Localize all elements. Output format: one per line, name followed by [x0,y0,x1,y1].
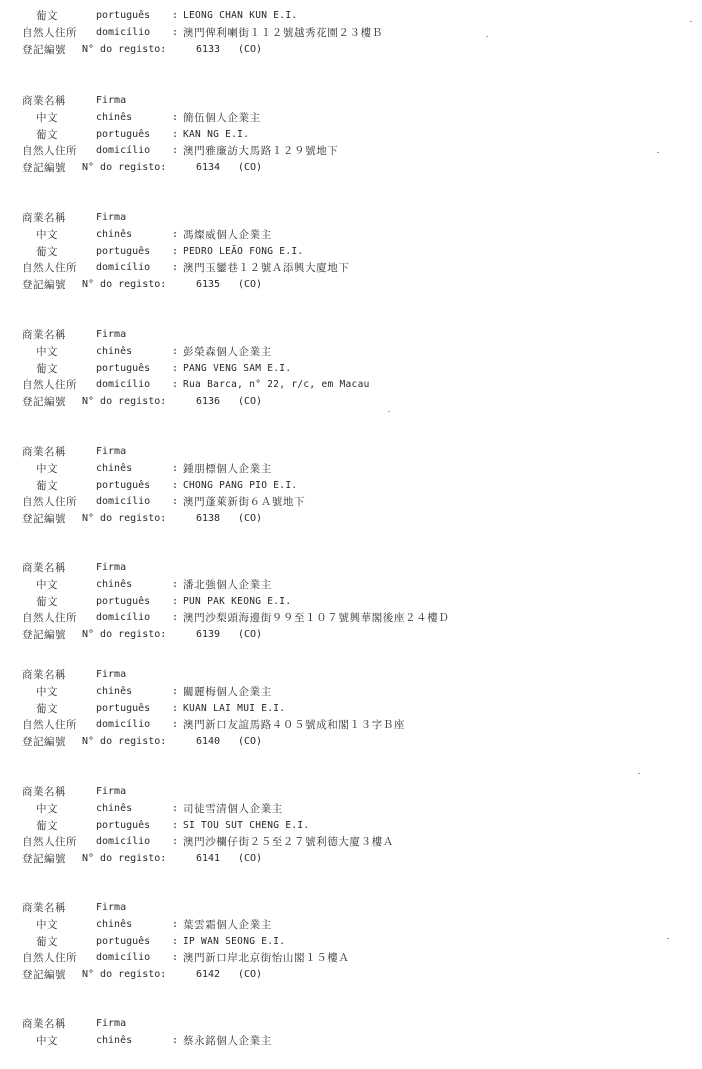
scan-speck [657,152,659,153]
firm-label-zh: 商業名稱 [22,562,66,574]
registration-label-zh: 登記編號 [22,162,66,174]
colon: : [172,27,179,38]
firm-label-zh: 商業名稱 [22,669,66,681]
colon: : [172,596,179,607]
firm-label-zh: 商業名稱 [22,329,66,341]
registration-label-pt: N° do registo: [82,629,167,640]
portuguese-name-value: CHONG PANG PIO E.I. [183,480,298,491]
domicile-label-zh: 自然人住所 [22,496,77,508]
portuguese-label-zh: 葡文 [36,129,58,141]
portuguese-label-zh: 葡文 [36,936,58,948]
domicile-label-zh: 自然人住所 [22,379,77,391]
domicile-value: 澳門蓬萊新街６Ａ號地下 [183,496,306,508]
domicile-value: 澳門沙梨頭海邊街９９至１０７號興華閣後座２４樓Ｄ [183,612,450,624]
portuguese-label-zh: 葡文 [36,363,58,375]
registration-number: 6135 [196,279,221,290]
chinese-label-zh: 中文 [36,463,58,475]
registration-label-zh: 登記編號 [22,513,66,525]
colon: : [172,952,179,963]
domicile-label-pt: domicílio [96,262,151,273]
domicile-label-zh: 自然人住所 [22,952,77,964]
colon: : [172,1035,179,1046]
colon: : [172,686,179,697]
chinese-label-pt: chinês [96,803,133,814]
portuguese-label-pt: português [96,246,151,257]
chinese-name-value: 司徒雪清個人企業主 [183,803,283,815]
colon: : [172,936,179,947]
firm-label-zh: 商業名稱 [22,902,66,914]
portuguese-name-value: PUN PAK KEONG E.I. [183,596,292,607]
portuguese-label-zh: 葡文 [36,703,58,715]
registration-label-zh: 登記編號 [22,44,66,56]
colon: : [172,112,179,123]
scan-speck [388,411,390,412]
domicile-value: 澳門沙欄仔街２５至２７號利德大廈３樓Ａ [183,836,394,848]
chinese-label-pt: chinês [96,1035,133,1046]
firm-label-pt: Firma [96,786,127,797]
domicile-label-zh: 自然人住所 [22,27,77,39]
portuguese-label-pt: português [96,936,151,947]
scan-speck [486,36,488,37]
chinese-name-value: 簡伍個人企業主 [183,112,261,124]
firm-label-pt: Firma [96,562,127,573]
registration-code: (CO) [238,629,263,640]
portuguese-name-value: KUAN LAI MUI E.I. [183,703,286,714]
chinese-name-value: 葉雲霜個人企業主 [183,919,272,931]
chinese-label-zh: 中文 [36,229,58,241]
chinese-label-pt: chinês [96,229,133,240]
registration-label-zh: 登記編號 [22,279,66,291]
colon: : [172,145,179,156]
portuguese-label-zh: 葡文 [36,820,58,832]
domicile-label-pt: domicílio [96,612,151,623]
domicile-label-pt: domicílio [96,719,151,730]
domicile-label-pt: domicílio [96,952,151,963]
portuguese-label-pt: português [96,820,151,831]
firm-label-zh: 商業名稱 [22,1018,66,1030]
registration-label-pt: N° do registo: [82,44,167,55]
registration-code: (CO) [238,513,263,524]
registration-code: (CO) [238,279,263,290]
domicile-value: 澳門俾利喇街１１２號越秀花園２３樓Ｂ [183,27,383,39]
chinese-label-zh: 中文 [36,919,58,931]
domicile-label-zh: 自然人住所 [22,836,77,848]
chinese-label-pt: chinês [96,919,133,930]
colon: : [172,820,179,831]
colon: : [172,719,179,730]
colon: : [172,919,179,930]
domicile-label-pt: domicílio [96,145,151,156]
chinese-name-value: 潘北強個人企業主 [183,579,272,591]
domicile-value: 澳門新口岸北京街怡山閣１５樓Ａ [183,952,350,964]
registration-code: (CO) [238,162,263,173]
chinese-label-zh: 中文 [36,686,58,698]
registration-label-pt: N° do registo: [82,736,167,747]
portuguese-name-value: PEDRO LEÃO FONG E.I. [183,246,304,257]
domicile-label-pt: domicílio [96,27,151,38]
registration-code: (CO) [238,736,263,747]
portuguese-name-value: PANG VENG SAM E.I. [183,363,292,374]
registration-label-pt: N° do registo: [82,396,167,407]
firm-label-pt: Firma [96,902,127,913]
firm-label-pt: Firma [96,669,127,680]
domicile-value: 澳門新口友誼馬路４０５號成和閣１３字Ｂ座 [183,719,405,731]
domicile-value: Rua Barca, n° 22, r/c, em Macau [183,379,370,390]
colon: : [172,480,179,491]
firm-label-zh: 商業名稱 [22,786,66,798]
portuguese-name-value: SI TOU SUT CHENG E.I. [183,820,310,831]
firm-label-zh: 商業名稱 [22,446,66,458]
chinese-name-value: 鍾朋標個人企業主 [183,463,272,475]
colon: : [172,229,179,240]
scan-speck [667,938,669,939]
portuguese-label-pt: português [96,129,151,140]
registration-label-zh: 登記編號 [22,396,66,408]
colon: : [172,346,179,357]
registration-label-pt: N° do registo: [82,279,167,290]
portuguese-label-pt: português [96,10,151,21]
chinese-label-pt: chinês [96,346,133,357]
colon: : [172,129,179,140]
colon: : [172,246,179,257]
scan-speck [690,21,692,22]
registration-label-zh: 登記編號 [22,853,66,865]
chinese-label-zh: 中文 [36,803,58,815]
domicile-value: 澳門玉鑾巷１２號Ａ添興大廈地下 [183,262,350,274]
registration-number: 6139 [196,629,221,640]
chinese-name-value: 彭榮森個人企業主 [183,346,272,358]
domicile-label-zh: 自然人住所 [22,719,77,731]
colon: : [172,803,179,814]
scan-speck [638,773,640,774]
firm-label-pt: Firma [96,212,127,223]
registration-label-pt: N° do registo: [82,513,167,524]
chinese-label-zh: 中文 [36,346,58,358]
domicile-label-zh: 自然人住所 [22,612,77,624]
chinese-label-pt: chinês [96,463,133,474]
domicile-label-pt: domicílio [96,496,151,507]
chinese-name-value: 關麗梅個人企業主 [183,686,272,698]
chinese-label-pt: chinês [96,579,133,590]
firm-label-pt: Firma [96,446,127,457]
colon: : [172,463,179,474]
registration-label-pt: N° do registo: [82,162,167,173]
portuguese-label-pt: português [96,596,151,607]
domicile-label-pt: domicílio [96,379,151,390]
portuguese-label-pt: português [96,363,151,374]
portuguese-label-zh: 葡文 [36,246,58,258]
colon: : [172,836,179,847]
registration-label-zh: 登記編號 [22,629,66,641]
chinese-name-value: 蔡永銘個人企業主 [183,1035,272,1047]
registration-label-pt: N° do registo: [82,969,167,980]
colon: : [172,703,179,714]
chinese-label-zh: 中文 [36,579,58,591]
portuguese-name-value: KAN NG E.I. [183,129,250,140]
portuguese-label-zh: 葡文 [36,596,58,608]
registration-code: (CO) [238,396,263,407]
chinese-name-value: 馮燦威個人企業主 [183,229,272,241]
registration-label-pt: N° do registo: [82,853,167,864]
registration-number: 6138 [196,513,221,524]
colon: : [172,262,179,273]
registration-number: 6140 [196,736,221,747]
firm-label-zh: 商業名稱 [22,95,66,107]
domicile-label-zh: 自然人住所 [22,262,77,274]
colon: : [172,579,179,590]
firm-label-zh: 商業名稱 [22,212,66,224]
registration-label-zh: 登記編號 [22,969,66,981]
portuguese-label-pt: português [96,480,151,491]
chinese-label-zh: 中文 [36,1035,58,1047]
domicile-label-zh: 自然人住所 [22,145,77,157]
chinese-label-pt: chinês [96,112,133,123]
portuguese-name-value: IP WAN SEONG E.I. [183,936,286,947]
portuguese-label-zh: 葡文 [36,480,58,492]
firm-label-pt: Firma [96,1018,127,1029]
domicile-label-pt: domicílio [96,836,151,847]
registration-code: (CO) [238,853,263,864]
firm-label-pt: Firma [96,95,127,106]
colon: : [172,363,179,374]
colon: : [172,612,179,623]
registration-number: 6133 [196,44,221,55]
registration-code: (CO) [238,969,263,980]
registration-number: 6142 [196,969,221,980]
registration-number: 6136 [196,396,221,407]
colon: : [172,10,179,21]
registration-label-zh: 登記編號 [22,736,66,748]
portuguese-name-value: LEONG CHAN KUN E.I. [183,10,298,21]
registration-number: 6134 [196,162,221,173]
registration-number: 6141 [196,853,221,864]
registration-code: (CO) [238,44,263,55]
colon: : [172,379,179,390]
portuguese-label-zh: 葡文 [36,10,58,22]
portuguese-label-pt: português [96,703,151,714]
colon: : [172,496,179,507]
domicile-value: 澳門雅廉訪大馬路１２９號地下 [183,145,339,157]
chinese-label-pt: chinês [96,686,133,697]
chinese-label-zh: 中文 [36,112,58,124]
firm-label-pt: Firma [96,329,127,340]
